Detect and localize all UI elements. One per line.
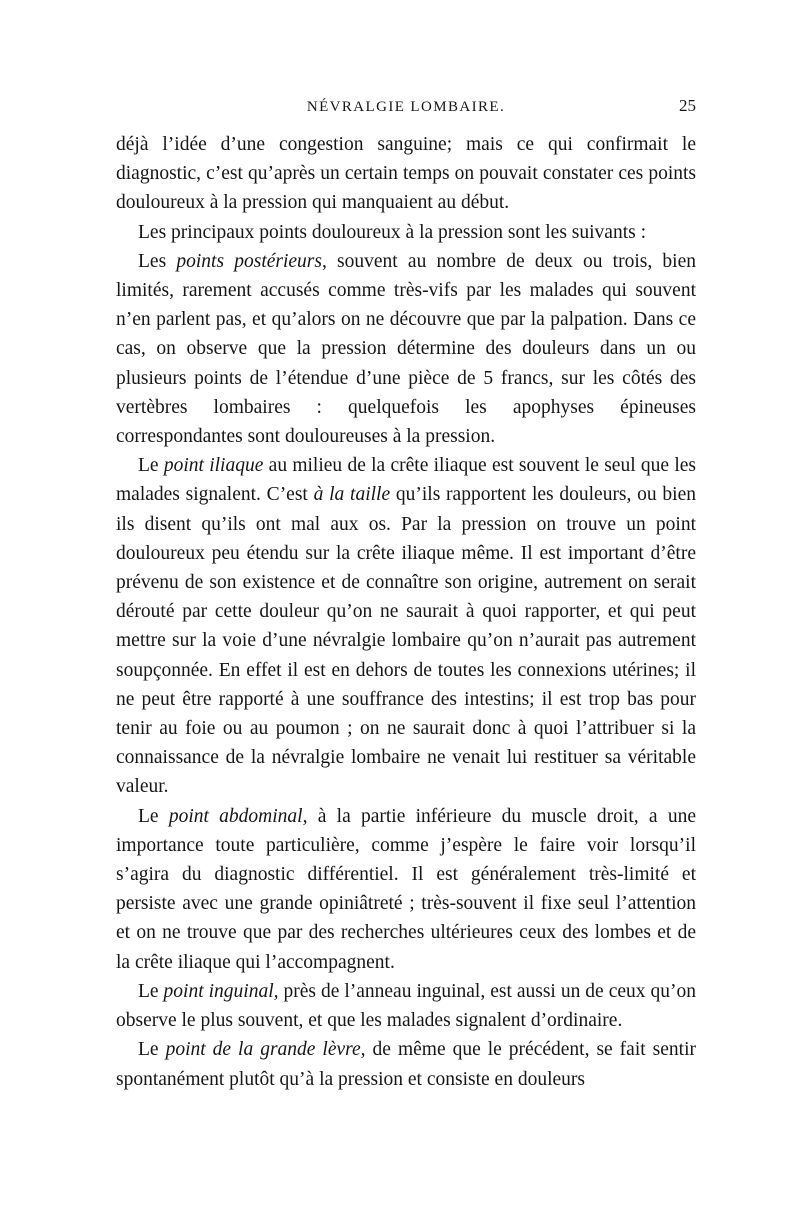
paragraph-continuation [116,130,696,218]
paragraph-lead: Le [138,805,169,827]
page-number: 25 [679,96,696,115]
term-point-iliaque: point iliaque [163,455,264,477]
paragraph-text: près de l’anneau inguinal, est aussi un de ceux qu’on observe le plus souvent, et que les malades signalent d’ordinaire. [116,980,696,1032]
paragraph-abdominal-point [116,802,696,977]
term-point-grande-levre: point de la grande lèvre, [165,1039,366,1061]
paragraph-text: à la partie inférieure du muscle droit, a une importance toute particulière, comme j’espère le faire voir lorsqu’il s’agira du diagnostic différentiel. Il est généralement très-limité et persiste avec une grande opiniâtreté ; très-souvent il fixe seul l’attention et on ne trouve que par des recherches ultérieures ceux des lombes et de la crête iliaque qui l’accompagnent. [116,805,696,973]
paragraph-posterior-points [116,247,696,451]
running-title: NÉVRALGIE LOMBAIRE. [306,99,506,115]
body-text [116,130,696,1094]
paragraph-inguinal-point [116,977,696,1035]
paragraph-text: Les principaux points douloureux à la pression sont les suivants : [138,221,647,243]
term-a-la-taille: à la taille [313,484,391,506]
paragraph-lead: Les [138,250,177,272]
paragraph-intro [116,218,696,247]
term-point-abdominal: point abdominal, [168,805,308,827]
paragraph-iliac-point [116,451,696,801]
term-points-posterieurs: points postérieurs [176,250,322,272]
paragraph-text: déjà l’idée d’une congestion sanguine; mais ce qui confirmait le diagnostic, c’est qu’après un certain temps on pouvait constater ces points douloureux à la pression qui manquaient au début. [116,134,696,214]
paragraph-text: , souvent au nombre de deux ou trois, bien limités, rarement accusés comme très-vifs par les malades qui souvent n’en parlent pas, et qu’alors on ne découvre que par la palpation. Dans ce cas, on observe que la pression détermine des douleurs dans un ou plusieurs points de l’étendue d’une pièce de 5 francs, sur les côtés des vertèbres lombaires : quelquefois les apophyses épineuses correspondantes sont douloureuses à la pression. [116,250,696,448]
term-point-inguinal: point inguinal, [163,980,279,1002]
paragraph-lead: Le [138,1039,166,1061]
running-head [116,96,696,126]
paragraph-labial-point [116,1035,696,1093]
paragraph-text: au milieu de la crête iliaque est souvent le seul que les malades signalent. C’est [116,455,696,506]
paragraph-lead: Le [138,455,164,477]
paragraph-text: de même que le précédent, se fait sentir spontanément plutôt qu’à la pression et consiste en douleurs [116,1039,696,1090]
paragraph-text: qu’ils rapportent les douleurs, ou bien ils disent qu’ils ont mal aux os. Par la pression on trouve un point douloureux peu étendu sur la crête iliaque même. Il est important d’être prévenu de son existence et de connaître son origine, autrement on serait dérouté par cette douleur qu’on ne saurait à quoi rapporter, et qui peut mettre sur la voie d’une névralgie lombaire qu’on n’aurait pas autrement soupçonnée. En effet il est en dehors de toutes les connexions utérines; il ne peut être rapporté à une souffrance des intestins; il est trop bas pour tenir au foie ou au poumon ; on ne saurait donc à quoi l’attribuer si la connaissance de la névralgie lombaire ne venait lui restituer sa véritable valeur. [116,484,696,798]
paragraph-lead: Le [138,980,164,1002]
